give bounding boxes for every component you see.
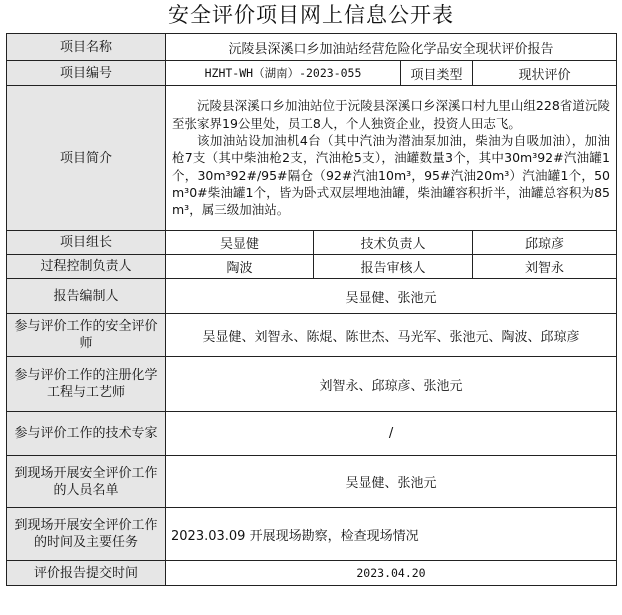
project-intro-value (166, 86, 617, 231)
author-value: 吴显健、张池元 (166, 279, 617, 314)
tech-lead-label: 技术负责人 (314, 231, 473, 255)
project-name-label: 项目名称 (7, 34, 166, 61)
onsite-people-label: 到现场开展安全评价工作的人员名单 (7, 456, 166, 508)
chem-engineers-label: 参与评价工作的注册化学工程与工艺师 (7, 357, 166, 412)
tech-lead-value: 邱琼彦 (473, 231, 617, 255)
leader-label: 项目组长 (7, 231, 166, 255)
tech-experts-value: / (166, 412, 617, 456)
project-name-value: 沅陵县深溪口乡加油站经营危险化学品安全现状评价报告 (166, 34, 617, 61)
process-control-label: 过程控制负责人 (7, 255, 166, 279)
project-intro-label: 项目简介 (7, 86, 166, 231)
process-control-value: 陶波 (166, 255, 314, 279)
intro-paragraph-2: 该加油站设加油机4台（其中汽油为潜油泵加油，柴油为自吸加油），加油枪7支（其中柴油枪2支，汽油枪5支），油罐数量3个，其中30m³92#汽油罐1个，30m³92#/95#隔仓（92#汽油10m³，95#汽油20m³）汽油罐1个，50m³0#柴油罐1个，皆为卧式双层埋地油罐，柴油罐容积折半，油罐总容积为85m³，属三级加油站。 (172, 133, 611, 218)
submit-time-label: 评价报告提交时间 (7, 561, 166, 586)
onsite-time-label: 到现场开展安全评价工作的时间及主要任务 (7, 508, 166, 561)
onsite-people-value: 吴显健、张池元 (166, 456, 617, 508)
onsite-time-value: 2023.03.09 开展现场勘察，检查现场情况 (166, 508, 617, 561)
project-code-value: HZHT-WH（湖南）-2023-055 (166, 61, 401, 86)
reviewer-label: 报告审核人 (314, 255, 473, 279)
project-code-label: 项目编号 (7, 61, 166, 86)
submit-time-value: 2023.04.20 (166, 561, 617, 586)
page-title: 安全评价项目网上信息公开表 (168, 3, 454, 27)
leader-value: 吴显健 (166, 231, 314, 255)
project-type-label: 项目类型 (401, 61, 473, 86)
tech-experts-label: 参与评价工作的技术专家 (7, 412, 166, 456)
safety-assessors-value: 吴显健、刘智永、陈焜、陈世杰、马光军、张池元、陶波、邱琼彦 (166, 314, 617, 357)
intro-paragraph-1: 沅陵县深溪口乡加油站位于沅陵县深溪口乡深溪口村九里山组228省道沅陵至张家界19公里处，员工8人，个人独资企业，投资人田志飞。 (172, 98, 611, 131)
safety-assessors-label: 参与评价工作的安全评价师 (7, 314, 166, 357)
chem-engineers-value: 刘智永、邱琼彦、张池元 (166, 357, 617, 412)
reviewer-value: 刘智永 (473, 255, 617, 279)
project-type-value: 现状评价 (473, 61, 617, 86)
author-label: 报告编制人 (7, 279, 166, 314)
info-table (6, 33, 617, 586)
